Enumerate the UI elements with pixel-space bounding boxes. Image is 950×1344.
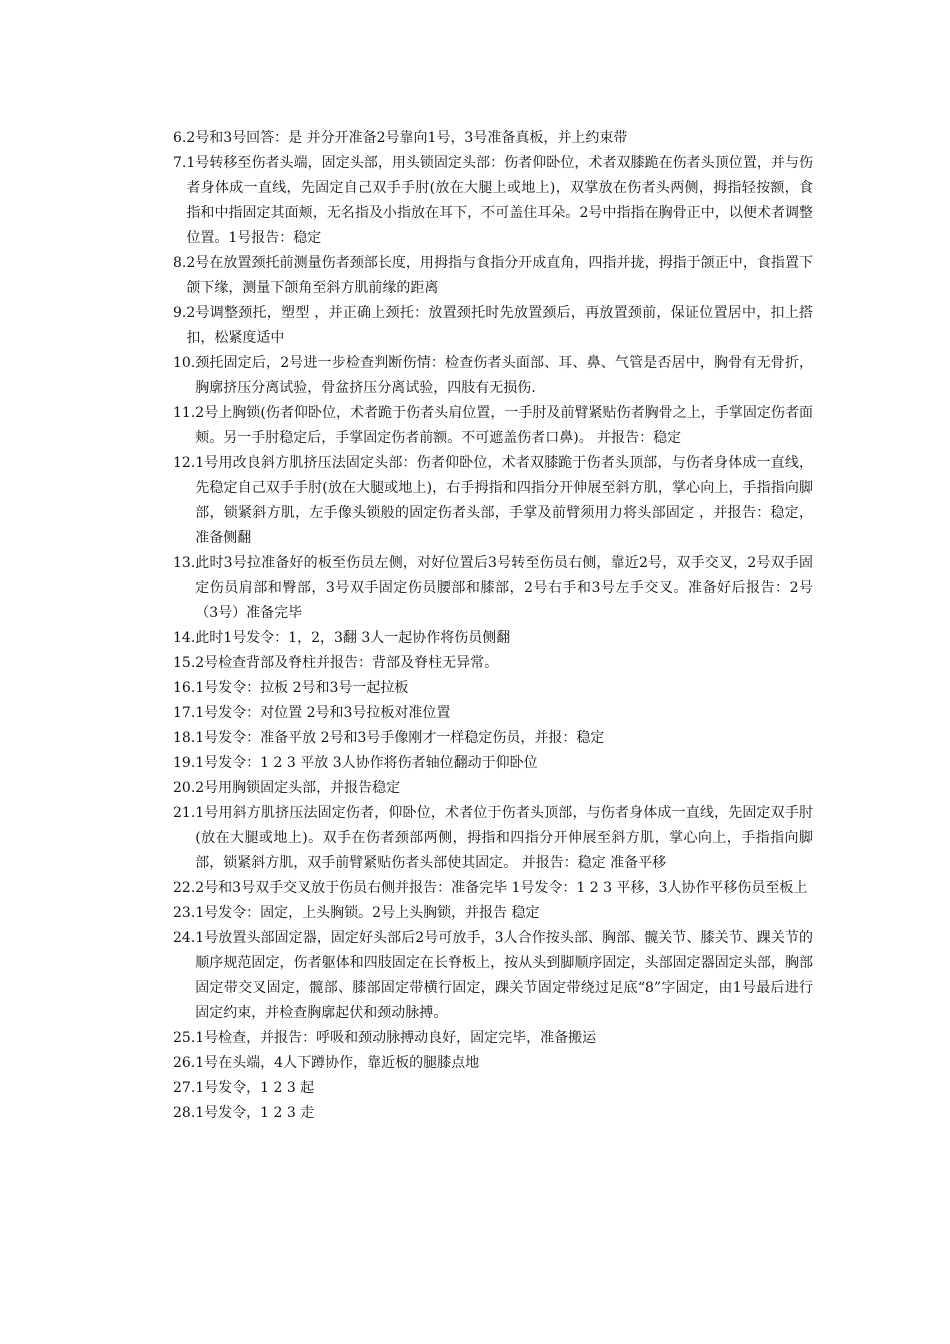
list-item [173,726,813,751]
list-item [173,251,813,301]
list-item [173,301,813,351]
item-text: 此时1号发令：1，2，3翻 3人一起协作将伤员侧翻 [195,630,511,646]
item-text: 1号发令：对位置 2号和3号拉板对准位置 [195,705,451,721]
list-item [173,626,813,651]
item-text: 2号在放置颈托前测量伤者颈部长度，用拇指与食指分开成直角，四指并拢，拇指于颌正中，食指置下颌下缘，测量下颌角至斜方肌前缘的距离 [186,255,813,296]
list-item [173,651,813,676]
item-text: 此时3号拉准备好的板至伤员左侧，对好位置后3号转至伤员右侧，靠近2号，双手交叉，2号双手固定伤员肩部和臀部，3号双手固定伤员腰部和膝部，2号右手和3号左手交叉。准备好后报告：2号（3号）准备完毕 [195,555,813,621]
item-number: 19. [173,755,196,771]
list-item [173,351,813,401]
item-number: 14. [173,630,196,646]
item-number: 18. [173,730,196,746]
list-item [173,1101,813,1126]
item-text: 1号发令：1 2 3 平放 3人协作将伤者轴位翻动于仰卧位 [195,755,538,771]
item-number: 16. [173,680,196,696]
list-item [173,876,813,901]
item-text: 2号和3号双手交叉放于伤员右侧并报告：准备完毕 1号发令：1 2 3 平移，3人协作平移伤员至板上 [195,880,808,896]
item-number: 12. [173,455,196,471]
item-number: 24. [173,930,196,946]
list-item [173,751,813,776]
item-text: 1号发令：固定，上头胸锁。2号上头胸锁，并报告 稳定 [195,905,540,921]
item-text: 1号放置头部固定器，固定好头部后2号可放手，3人合作按头部、胸部、髋关节、膝关节、踝关节的顺序规范固定，伤者躯体和四肢固定在长脊板上，按从头到脚顺序固定，头部固定器固定头部，胸部固定带交叉固定，髋部、膝部固定带横行固定，踝关节固定带绕过足底“8”字固定，由1号最后进行固定约束，并检查胸廓起伏和颈动脉搏。 [195,930,813,1021]
item-number: 21. [173,805,196,821]
item-text: 1号发令，1 2 3 走 [195,1105,315,1121]
item-number: 6. [173,130,187,146]
item-text: 2号上胸锁(伤者仰卧位，术者跪于伤者头肩位置，一手肘及前臂紧贴伤者胸骨之上，手掌固定伤者面颊。另一手肘稳定后，手掌固定伤者前额。不可遮盖伤者口鼻)。 并报告：稳定 [195,405,813,446]
list-item [173,151,813,251]
list-item [173,676,813,701]
item-text: 1号发令，1 2 3 起 [195,1080,315,1096]
item-text: 1号检查，并报告：呼吸和颈动脉搏动良好，固定完毕，准备搬运 [195,1030,597,1046]
item-number: 25. [173,1030,196,1046]
item-text: 颈托固定后，2号进一步检查判断伤情：检查伤者头面部、耳、鼻、气管是否居中，胸骨有无骨折，胸廓挤压分离试验，骨盆挤压分离试验，四肢有无损伤. [195,355,813,396]
item-text: 1号用改良斜方肌挤压法固定头部：伤者仰卧位，术者双膝跪于伤者头顶部，与伤者身体成一直线，先稳定自己双手手肘(放在大腿或地上)，右手拇指和四指分开伸展至斜方肌，掌心向上，手指指向脚部，锁紧斜方肌，左手像头锁般的固定伤者头部，手掌及前臂须用力将头部固定 ，并报告：稳定，准备侧翻 [195,455,813,546]
list-item [173,126,813,151]
list-item [173,901,813,926]
list-item [173,1051,813,1076]
item-number: 15. [173,655,196,671]
item-number: 10. [173,355,196,371]
item-number: 23. [173,905,196,921]
item-number: 11. [173,405,196,421]
list-item [173,701,813,726]
item-text: 2号用胸锁固定头部，并报告稳定 [195,780,401,796]
list-item [173,551,813,626]
item-number: 9. [173,305,187,321]
item-text: 1号转移至伤者头端，固定头部，用头锁固定头部：伤者仰卧位，术者双膝跪在伤者头顶位置，并与伤者身体成一直线，先固定自己双手手肘(放在大腿上或地上)，双掌放在伤者头两侧，拇指轻按额，食指和中指固定其面颊，无名指及小指放在耳下，不可盖住耳朵。2号中指指在胸骨正中，以便术者调整位置。1号报告：稳定 [186,155,813,246]
item-number: 13. [173,555,196,571]
item-number: 28. [173,1105,196,1121]
list-item [173,1076,813,1101]
item-number: 8. [173,255,187,271]
item-text: 1号发令：拉板 2号和3号一起拉板 [195,680,409,696]
item-number: 17. [173,705,196,721]
item-text: 2号和3号回答：是 并分开准备2号靠向1号，3号准备真板，并上约束带 [186,130,628,146]
list-item [173,1026,813,1051]
item-text: 2号检查背部及脊柱并报告：背部及脊柱无异常。 [195,655,499,671]
item-number: 7. [173,155,187,171]
list-item [173,926,813,1026]
item-number: 22. [173,880,196,896]
item-text: 2号调整颈托，塑型 ，并正确上颈托：放置颈托时先放置颈后，再放置颈前，保证位置居中，扣上搭扣，松紧度适中 [186,305,813,346]
item-text: 1号在头端，4人下蹲协作，靠近板的腿膝点地 [195,1055,480,1071]
document-page [173,126,813,1126]
list-item [173,401,813,451]
list-item [173,776,813,801]
item-text: 1号发令：准备平放 2号和3号手像刚才一样稳定伤员，并报：稳定 [195,730,605,746]
list-item [173,451,813,551]
item-number: 26. [173,1055,196,1071]
item-number: 27. [173,1080,196,1096]
list-item [173,801,813,876]
item-number: 20. [173,780,196,796]
item-text: 1号用斜方肌挤压法固定伤者，仰卧位，术者位于伤者头顶部，与伤者身体成一直线，先固定双手肘(放在大腿或地上)。双手在伤者颈部两侧，拇指和四指分开伸展至斜方肌，掌心向上，手指指向脚部，锁紧斜方肌，双手前臂紧贴伤者头部使其固定。 并报告：稳定 准备平移 [195,805,813,871]
